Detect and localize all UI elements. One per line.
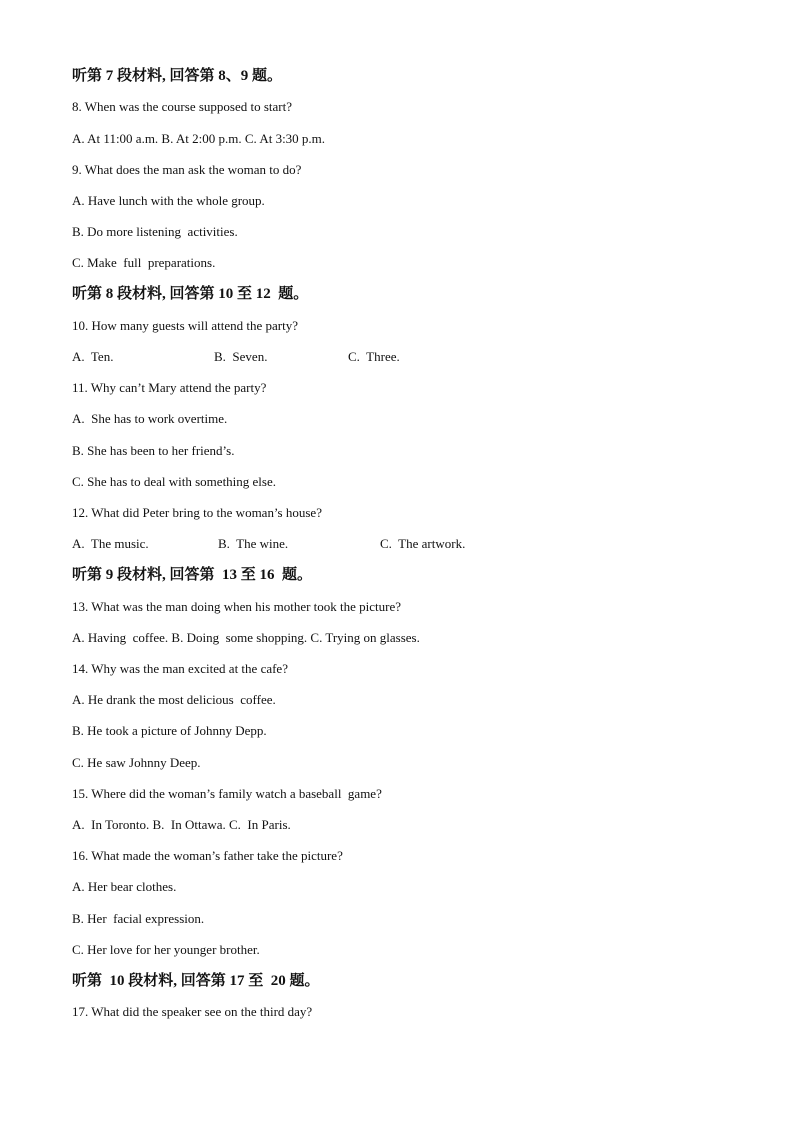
section-heading-8: 听第 8 段材料, 回答第 10 至 12 题。 bbox=[72, 286, 309, 302]
question-10-option-c: C. Three. bbox=[348, 349, 400, 364]
question-11: 11. Why can’t Mary attend the party? bbox=[72, 380, 267, 395]
question-12-option-a: A. The music. bbox=[72, 536, 149, 551]
question-8: 8. When was the course supposed to start? bbox=[72, 99, 292, 114]
question-8-options: A. At 11:00 a.m. B. At 2:00 p.m. C. At 3:30 p.m. bbox=[72, 131, 326, 146]
question-14: 14. Why was the man excited at the cafe? bbox=[72, 661, 288, 676]
question-11-option-c: C. She has to deal with something else. bbox=[72, 474, 277, 489]
question-12-option-b: B. The wine. bbox=[218, 536, 289, 551]
question-9-option-c: C. Make full preparations. bbox=[72, 255, 216, 270]
section-heading-9: 听第 9 段材料, 回答第 13 至 16 题。 bbox=[72, 567, 313, 583]
question-13-options: A. Having coffee. B. Doing some shopping. C. Trying on glasses. bbox=[72, 630, 420, 645]
question-9-option-b: B. Do more listening activities. bbox=[72, 224, 238, 239]
question-9-option-a: A. Have lunch with the whole group. bbox=[72, 193, 265, 208]
question-12-option-c: C. The artwork. bbox=[380, 536, 466, 551]
question-9: 9. What does the man ask the woman to do? bbox=[72, 162, 302, 177]
question-17: 17. What did the speaker see on the third day? bbox=[72, 1004, 313, 1019]
question-16-option-b: B. Her facial expression. bbox=[72, 911, 205, 926]
question-14-option-c: C. He saw Johnny Deep. bbox=[72, 755, 201, 770]
question-15-options: A. In Toronto. B. In Ottawa. C. In Paris. bbox=[72, 817, 291, 832]
question-16: 16. What made the woman’s father take the picture? bbox=[72, 848, 343, 863]
section-heading-7: 听第 7 段材料, 回答第 8、9 题。 bbox=[72, 68, 283, 84]
question-12: 12. What did Peter bring to the woman’s house? bbox=[72, 505, 322, 520]
question-10-option-a: A. Ten. bbox=[72, 349, 114, 364]
question-10: 10. How many guests will attend the party? bbox=[72, 318, 299, 333]
question-11-option-b: B. She has been to her friend’s. bbox=[72, 443, 235, 458]
question-11-option-a: A. She has to work overtime. bbox=[72, 411, 228, 426]
question-13: 13. What was the man doing when his mother took the picture? bbox=[72, 599, 402, 614]
question-16-option-a: A. Her bear clothes. bbox=[72, 879, 177, 894]
question-15: 15. Where did the woman’s family watch a baseball game? bbox=[72, 786, 382, 801]
question-16-option-c: C. Her love for her younger brother. bbox=[72, 942, 260, 957]
question-14-option-a: A. He drank the most delicious coffee. bbox=[72, 692, 276, 707]
question-10-option-b: B. Seven. bbox=[214, 349, 268, 364]
question-14-option-b: B. He took a picture of Johnny Depp. bbox=[72, 723, 267, 738]
section-heading-10: 听第 10 段材料, 回答第 17 至 20 题。 bbox=[72, 973, 320, 989]
